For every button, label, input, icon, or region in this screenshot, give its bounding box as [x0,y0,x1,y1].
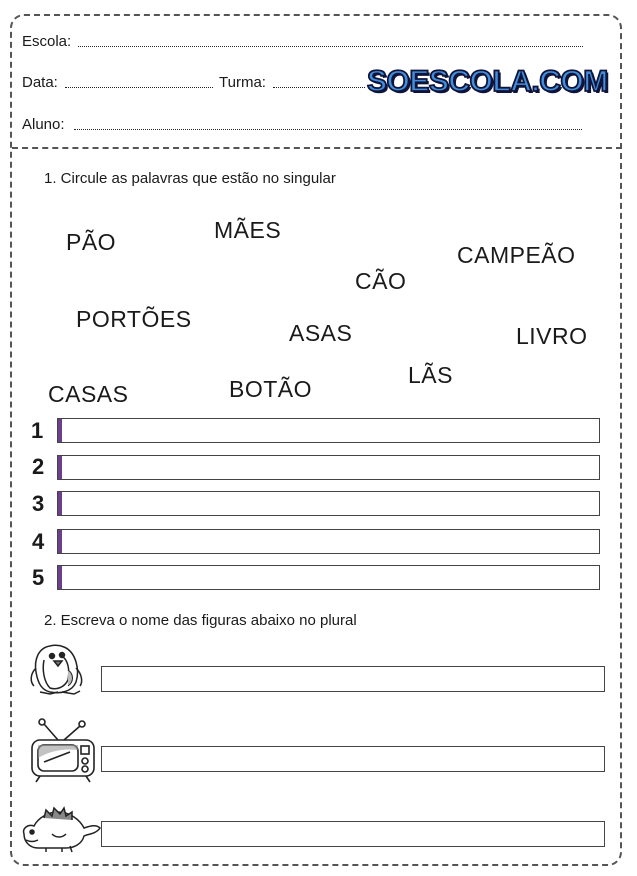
word-livro[interactable]: LIVRO [516,323,588,349]
word-casas[interactable]: CASAS [48,381,129,407]
escola-line[interactable] [78,46,583,47]
answer-box-television[interactable] [101,746,605,772]
question-1-prompt: 1. Circule as palavras que estão no singular [44,170,336,187]
word-asas[interactable]: ASAS [289,320,353,346]
word-pao[interactable]: PÃO [66,229,117,255]
aluno-label: Aluno: [22,116,65,133]
answer-number-1: 1 [31,418,44,443]
penguin-icon [28,640,88,698]
answer-box-4[interactable] [57,529,600,554]
answer-number-2: 2 [32,454,45,479]
word-portoes[interactable]: PORTÕES [76,306,192,332]
dinosaur-icon [18,800,104,854]
word-maes[interactable]: MÃES [214,217,282,243]
answer-box-1[interactable] [57,418,600,443]
answer-box-dinosaur[interactable] [101,821,605,847]
answer-box-3[interactable] [57,491,600,516]
question-2-prompt: 2. Escreva o nome das figuras abaixo no plural [44,612,357,629]
television-icon [22,718,100,784]
aluno-line[interactable] [74,129,582,130]
answer-box-5[interactable] [57,565,600,590]
turma-line[interactable] [273,87,365,88]
data-label: Data: [22,74,58,91]
answer-box-penguin[interactable] [101,666,605,692]
header-separator [12,147,622,149]
answer-box-2[interactable] [57,455,600,480]
escola-label: Escola: [22,33,72,50]
data-line[interactable] [65,87,213,88]
word-botao[interactable]: BOTÃO [229,376,313,402]
word-cao[interactable]: CÃO [355,268,407,294]
site-logo: SOESCOLA.COM [367,65,608,98]
word-campeao[interactable]: CAMPEÃO [457,242,576,268]
answer-number-5: 5 [32,565,45,590]
answer-number-4: 4 [32,529,45,554]
word-las[interactable]: LÃS [408,362,453,388]
answer-number-3: 3 [32,491,45,516]
turma-label: Turma: [219,74,266,91]
